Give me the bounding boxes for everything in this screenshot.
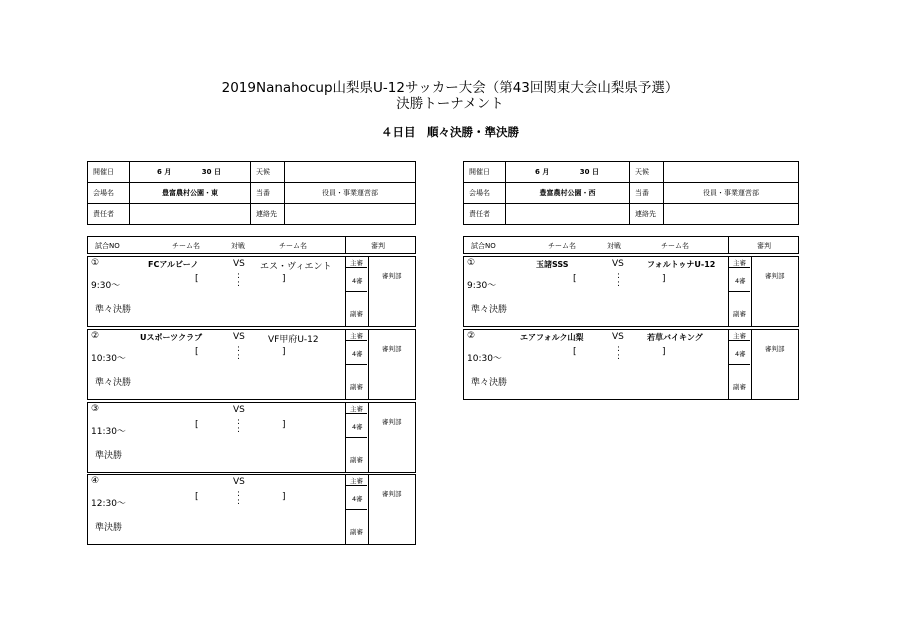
duty-value: 役員・事業運営部: [664, 183, 799, 204]
team1-header: チーム名: [548, 242, 576, 250]
manager-label: 責任者: [464, 204, 506, 225]
right-match-1: [463, 256, 799, 327]
document-subtitle: 決勝トーナメント: [396, 96, 504, 112]
weather-value: [285, 162, 416, 183]
match-number: ③: [91, 404, 100, 414]
match-no-header: 試合NO: [471, 242, 496, 250]
venue-value: 豊富農村公園・東: [130, 183, 251, 204]
team2-name: VF甲府U-12: [268, 335, 319, 345]
match-number: ①: [91, 258, 100, 268]
match-number: ④: [91, 476, 100, 486]
match-time: 9:30～: [467, 281, 497, 291]
score-separator: :: [617, 352, 621, 362]
ref-dept-label: 審判部: [765, 272, 785, 280]
weather-value: [664, 162, 799, 183]
score-separator: :: [237, 352, 241, 362]
referee-header: 審判: [371, 242, 385, 250]
ref-4th-label: 4審: [735, 277, 746, 285]
vs-label: VS: [233, 259, 245, 269]
score-bracket-close: ]: [282, 492, 286, 502]
score-bracket-open: [: [195, 347, 199, 357]
team2-name: エス・ヴィエント: [260, 262, 332, 272]
date-value: 6 月 30 日: [506, 162, 630, 183]
score-separator: :: [617, 344, 621, 354]
match-round: 準々決勝: [471, 305, 508, 315]
contact-label: 連絡先: [251, 204, 285, 225]
ref-sub-label: 副審: [350, 383, 363, 391]
ref-dept-label: 審判部: [765, 345, 785, 353]
score-bracket-open: [: [195, 274, 199, 284]
left-match-4: [87, 474, 416, 545]
match-number: ②: [91, 331, 100, 341]
ref-4th-label: 4審: [352, 350, 363, 358]
ref-dept-label: 審判部: [382, 490, 402, 498]
date-value: 6 月 30 日: [130, 162, 251, 183]
team2-header: チーム名: [661, 242, 689, 250]
ref-sub-label: 副審: [350, 528, 363, 536]
match-round: 準々決勝: [471, 378, 508, 388]
score-bracket-close: ]: [282, 420, 286, 430]
match-time: 11:30～: [91, 427, 126, 437]
vs-label: VS: [233, 477, 245, 487]
manager-value: [506, 204, 630, 225]
ref-main-label: 主審: [733, 332, 746, 340]
duty-label: 当番: [251, 183, 285, 204]
score-separator: :: [237, 344, 241, 354]
ref-main-label: 主審: [350, 259, 363, 267]
team2-name: 若草バイキング: [647, 333, 703, 342]
contact-label: 連絡先: [630, 204, 664, 225]
left-schedule-header: [87, 236, 416, 254]
score-bracket-open: [: [195, 492, 199, 502]
ref-main-label: 主審: [733, 259, 746, 267]
duty-label: 当番: [630, 183, 664, 204]
right-match-2: [463, 329, 799, 400]
score-bracket-open: [: [195, 420, 199, 430]
weather-label: 天候: [630, 162, 664, 183]
ref-main-label: 主審: [350, 405, 363, 413]
weather-label: 天候: [251, 162, 285, 183]
match-time: 10:30～: [91, 354, 126, 364]
vs-label: VS: [612, 332, 624, 342]
vs-label: VS: [233, 332, 245, 342]
left-info-table: [87, 161, 416, 225]
ref-4th-label: 4審: [735, 350, 746, 358]
ref-sub-label: 副審: [733, 383, 746, 391]
duty-value: 役員・事業運営部: [285, 183, 416, 204]
venue-label: 会場名: [464, 183, 506, 204]
team1-header: チーム名: [172, 242, 200, 250]
ref-sub-label: 副審: [350, 310, 363, 318]
score-separator: :: [237, 279, 241, 289]
ref-main-label: 主審: [350, 332, 363, 340]
venue-label: 会場名: [88, 183, 130, 204]
match-round: 準々決勝: [95, 305, 132, 315]
match-number: ①: [467, 258, 476, 268]
contact-value: [664, 204, 799, 225]
match-round: 準決勝: [95, 523, 123, 533]
score-bracket-close: ]: [662, 274, 666, 284]
ref-4th-label: 4審: [352, 277, 363, 285]
left-match-3: [87, 402, 416, 473]
team1-name: 玉諸SSS: [536, 260, 569, 269]
score-separator: :: [237, 271, 241, 281]
team1-name: エアフォルク山梨: [520, 333, 584, 342]
team1-name: Uスポーツクラブ: [140, 333, 203, 342]
match-time: 12:30～: [91, 499, 126, 509]
contact-value: [285, 204, 416, 225]
left-match-2: [87, 329, 416, 400]
vs-label: VS: [233, 405, 245, 415]
score-separator: :: [237, 497, 241, 507]
ref-dept-label: 審判部: [382, 345, 402, 353]
score-bracket-open: [: [573, 274, 577, 284]
versus-header: 対戦: [231, 242, 245, 250]
ref-sub-label: 副審: [733, 310, 746, 318]
match-no-header: 試合NO: [95, 242, 120, 250]
day-title: ４日目 順々決勝・準決勝: [381, 125, 519, 139]
referee-header: 審判: [757, 242, 771, 250]
venue-value: 豊富農村公園・西: [506, 183, 630, 204]
document-title: 2019Nanahocup山梨県U-12サッカー大会（第43回関東大会山梨県予選）: [221, 80, 679, 96]
ref-main-label: 主審: [350, 477, 363, 485]
match-round: 準々決勝: [95, 378, 132, 388]
team1-name: FCアルビーノ: [148, 260, 199, 269]
score-separator: :: [237, 425, 241, 435]
score-bracket-close: ]: [282, 347, 286, 357]
score-bracket-close: ]: [282, 274, 286, 284]
match-time: 10:30～: [467, 354, 502, 364]
team2-header: チーム名: [279, 242, 307, 250]
ref-dept-label: 審判部: [382, 272, 402, 280]
versus-header: 対戦: [607, 242, 621, 250]
score-bracket-close: ]: [662, 347, 666, 357]
match-round: 準決勝: [95, 451, 123, 461]
ref-dept-label: 審判部: [382, 418, 402, 426]
right-schedule-header: [463, 236, 799, 254]
score-separator: :: [237, 489, 241, 499]
manager-label: 責任者: [88, 204, 130, 225]
left-match-1: [87, 256, 416, 327]
right-info-table: [463, 161, 799, 225]
score-separator: :: [617, 279, 621, 289]
score-separator: :: [237, 417, 241, 427]
ref-sub-label: 副審: [350, 456, 363, 464]
ref-4th-label: 4審: [352, 495, 363, 503]
match-number: ②: [467, 331, 476, 341]
vs-label: VS: [612, 259, 624, 269]
match-time: 9:30～: [91, 281, 121, 291]
date-label: 開催日: [464, 162, 506, 183]
ref-4th-label: 4審: [352, 423, 363, 431]
date-label: 開催日: [88, 162, 130, 183]
score-bracket-open: [: [573, 347, 577, 357]
manager-value: [130, 204, 251, 225]
team2-name: フォルトゥナU-12: [647, 260, 716, 269]
score-separator: :: [617, 271, 621, 281]
